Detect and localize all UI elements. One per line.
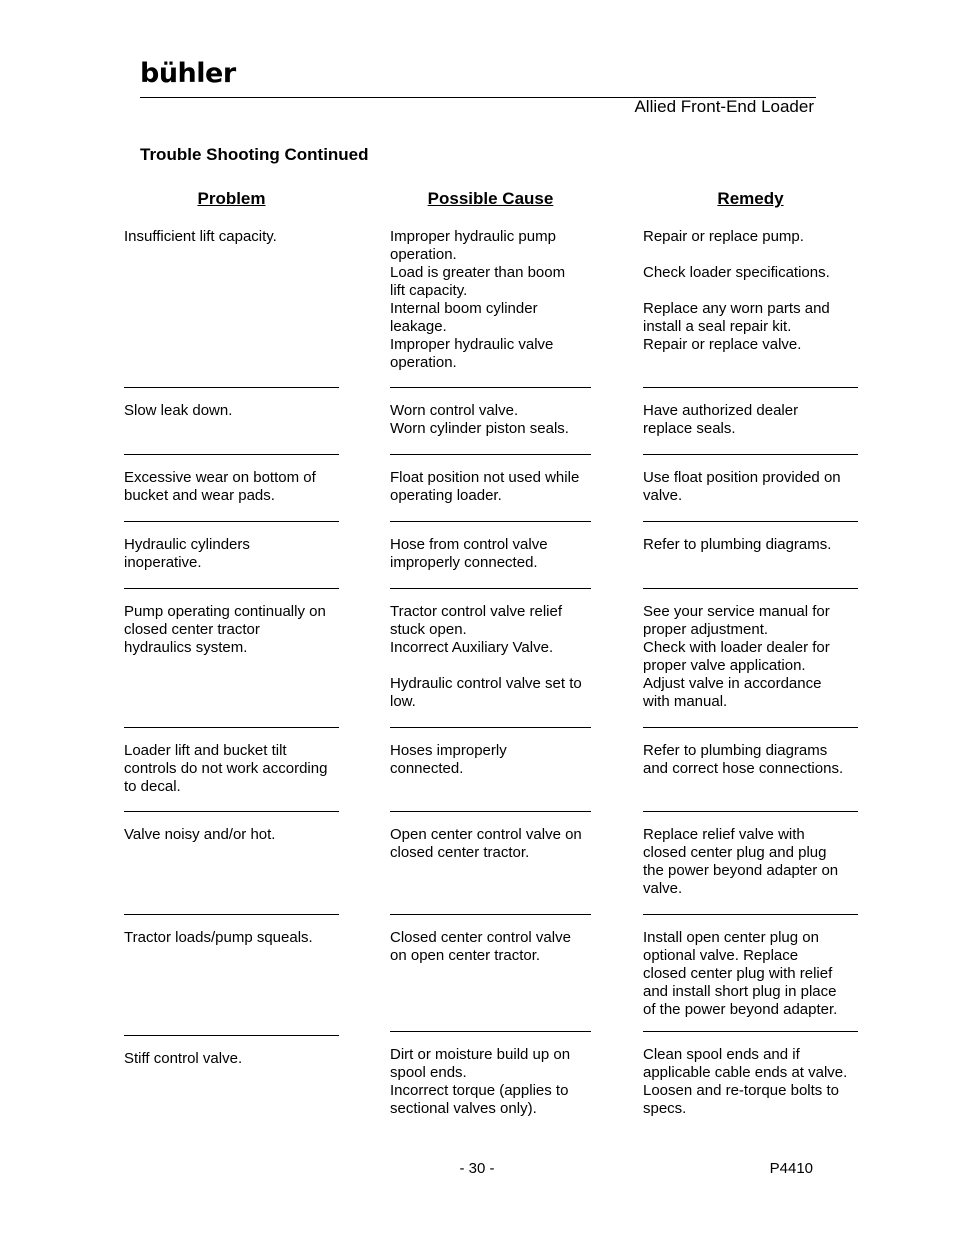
row-divider: [643, 588, 858, 589]
problem-cell: Valve noisy and/or hot.: [124, 826, 276, 843]
problem-cell: Excessive wear on bottom of bucket and wear pads.: [124, 469, 316, 504]
problem-cell: Hydraulic cylinders inoperative.: [124, 536, 250, 571]
row-divider: [124, 387, 339, 388]
row-divider: [643, 914, 858, 915]
row-divider: [643, 727, 858, 728]
row-divider: [643, 521, 858, 522]
row-divider: [390, 387, 591, 388]
problem-cell: Stiff control valve.: [124, 1050, 243, 1067]
remedy-cell: Repair or replace pump. Check loader specifications. Replace any worn parts and install a seal repair kit. Repair or replace valve.: [643, 228, 830, 353]
cause-cell: Closed center control valve on open center tractor.: [390, 929, 571, 964]
section-title: Trouble Shooting Continued: [140, 145, 369, 164]
cause-cell: Tractor control valve relief stuck open. Incorrect Auxiliary Valve. Hydraulic control valve set to low.: [390, 603, 582, 710]
cause-cell: Float position not used while operating loader.: [390, 469, 580, 504]
buhler-logo: bühler: [140, 58, 236, 89]
row-divider: [124, 727, 339, 728]
page-number: - 30 -: [459, 1160, 495, 1177]
remedy-cell: Install open center plug on optional valve. Replace closed center plug with relief and install short plug in place of the power beyond adapter.: [643, 929, 838, 1018]
cause-cell: Open center control valve on closed center tractor.: [390, 826, 582, 861]
cause-cell: Hoses improperly connected.: [390, 742, 507, 777]
row-divider: [390, 914, 591, 915]
remedy-cell: Clean spool ends and if applicable cable ends at valve. Loosen and re-torque bolts to specs.: [643, 1046, 848, 1117]
remedy-cell: Refer to plumbing diagrams.: [643, 536, 832, 553]
cause-cell: Dirt or moisture build up on spool ends. Incorrect torque (applies to sectional valves only).: [390, 1046, 571, 1117]
problem-cell: Slow leak down.: [124, 402, 233, 419]
remedy-cell: Have authorized dealer replace seals.: [643, 402, 799, 437]
cause-cell: Worn control valve. Worn cylinder piston seals.: [390, 402, 569, 437]
row-divider: [643, 811, 858, 812]
problem-cell: Insufficient lift capacity.: [124, 228, 277, 245]
cause-cell: Improper hydraulic pump operation. Load is greater than boom lift capacity. Internal boom cylinder leakage. Improper hydraulic valve operation.: [390, 228, 566, 371]
row-divider: [124, 914, 339, 915]
remedy-cell: Refer to plumbing diagrams and correct hose connections.: [643, 742, 844, 777]
row-divider: [643, 1031, 858, 1032]
remedy-cell: Use float position provided on valve.: [643, 469, 841, 504]
row-divider: [124, 521, 339, 522]
row-divider: [643, 454, 858, 455]
row-divider: [124, 811, 339, 812]
problem-cell: Pump operating continually on closed center tractor hydraulics system.: [124, 603, 326, 656]
remedy-cell: Replace relief valve with closed center plug and plug the power beyond adapter on valve.: [643, 826, 839, 897]
cause-cell: Hose from control valve improperly connected.: [390, 536, 548, 571]
row-divider: [390, 811, 591, 812]
row-divider: [390, 588, 591, 589]
document-code: P4410: [769, 1160, 813, 1177]
column-header-cause: Possible Cause: [427, 189, 554, 208]
row-divider: [390, 727, 591, 728]
column-header-problem: Problem: [197, 189, 266, 208]
column-header-remedy: Remedy: [717, 189, 784, 208]
row-divider: [643, 387, 858, 388]
document-title: Allied Front-End Loader: [634, 97, 814, 116]
row-divider: [390, 521, 591, 522]
problem-cell: Loader lift and bucket tilt controls do not work according to decal.: [124, 742, 328, 795]
remedy-cell: See your service manual for proper adjustment. Check with loader dealer for proper valve application. Adjust valve in accordance with manual.: [643, 603, 830, 710]
row-divider: [124, 1035, 339, 1036]
problem-cell: Tractor loads/pump squeals.: [124, 929, 313, 946]
row-divider: [390, 1031, 591, 1032]
row-divider: [124, 588, 339, 589]
row-divider: [124, 454, 339, 455]
row-divider: [390, 454, 591, 455]
